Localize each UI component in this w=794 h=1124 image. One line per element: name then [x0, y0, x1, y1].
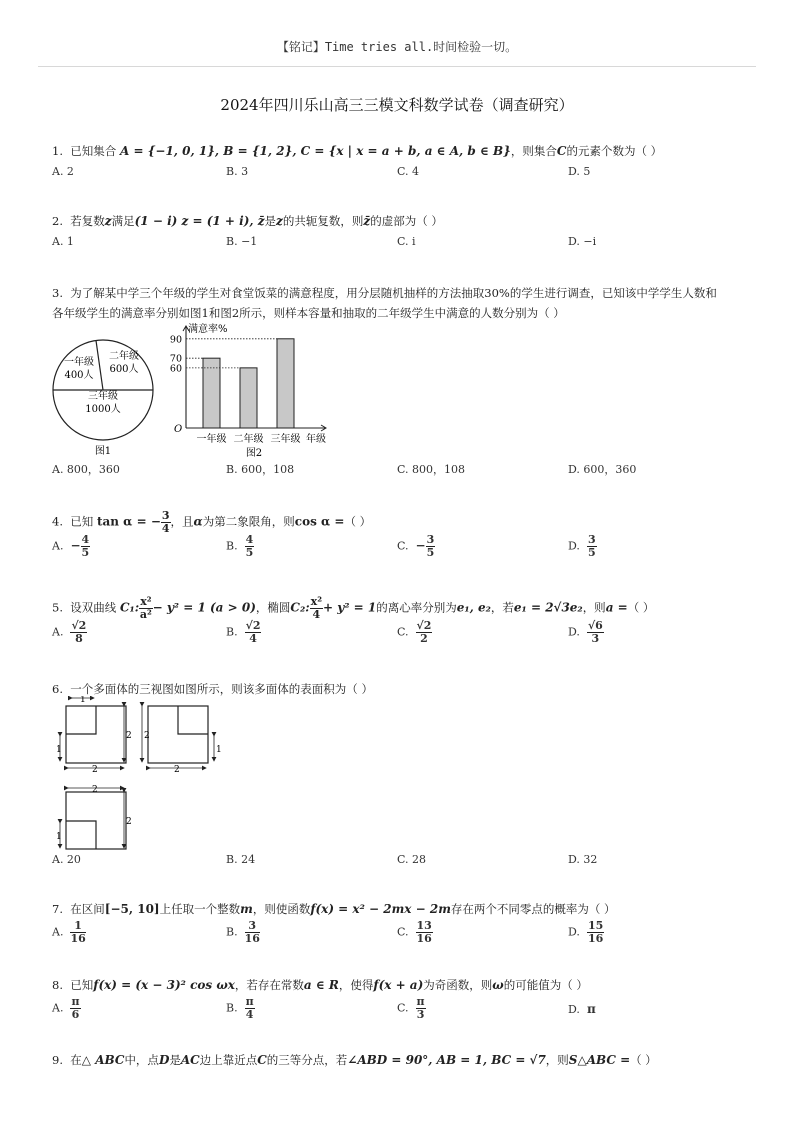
- question-math: m: [240, 902, 253, 916]
- figure-2-bar-chart: [168, 318, 338, 460]
- option-a: A. $\frac{\pi}{6}$: [52, 995, 80, 1021]
- question-4: [52, 510, 371, 535]
- option-b: B. 600，108: [226, 463, 295, 476]
- pie-divider: [96, 341, 103, 391]
- question-math: a ∈ R: [303, 978, 339, 992]
- option-b: B. $\frac{\pi}{4}$: [226, 995, 254, 1021]
- dim-label: 2: [144, 731, 150, 741]
- option-d: D. −i: [568, 235, 597, 248]
- question-math: AC: [180, 1053, 200, 1067]
- question-1: [52, 143, 662, 159]
- option-a: A. 20: [52, 853, 81, 866]
- option-c: C. $\frac{√2}{2}$: [397, 619, 432, 645]
- question-number: 2.: [52, 214, 63, 228]
- option-b: B. $\frac{3}{16}$: [226, 919, 260, 945]
- question-6: [52, 681, 373, 697]
- question-text: 为第二象限角，则: [202, 514, 295, 529]
- option-d: D. $\frac{3}{5}$: [568, 533, 596, 559]
- question-number: 1.: [52, 144, 63, 158]
- question-8: [52, 977, 588, 993]
- option-a: A. $\frac{1}{16}$: [52, 919, 86, 945]
- question-text: 的三等分点，若: [266, 1053, 348, 1067]
- dim-label: 2: [174, 765, 180, 775]
- three-view-drawing: [52, 696, 222, 852]
- question-text: 设双曲线: [70, 600, 117, 615]
- option-d: D. 32: [568, 853, 598, 866]
- question-math: z: [276, 214, 283, 228]
- figure-2-caption: 图2: [245, 448, 263, 459]
- bar: [240, 368, 257, 428]
- question-math: A = {−1, 0, 1}, B = {1, 2}, C = {x | x = a + b, a ∈ A, b ∈ B}: [119, 144, 511, 158]
- question-text: ，则: [582, 600, 606, 615]
- question-text: 为了解某中学三个年级的学生对食堂饭菜的满意程度，用分层随机抽样的方法抽取30%的学生进行调查，已知该中学学生人数和: [70, 286, 717, 300]
- bar: [277, 339, 294, 428]
- question-math: + y² = 1: [323, 600, 377, 615]
- question-text: 为奇函数，则: [423, 978, 493, 992]
- question-text: 是: [264, 214, 277, 228]
- question-7: [52, 901, 616, 917]
- top-view: [60, 788, 126, 849]
- option-c: C. 800，108: [397, 463, 466, 476]
- question-math: − y² = 1 (a > 0): [152, 600, 256, 615]
- question-text: 已知集合: [70, 144, 117, 158]
- question-number: 7.: [52, 902, 63, 916]
- question-math: C₁:: [119, 600, 140, 615]
- option-a: A. 1: [52, 235, 74, 248]
- dim-label: 1: [80, 696, 86, 705]
- option-b: B. 3: [226, 165, 249, 178]
- question-math: α: [193, 514, 203, 529]
- question-text: ，则: [545, 1053, 569, 1067]
- figure-1-pie: [52, 330, 162, 460]
- option-a: A. − $\frac{4}{5}$: [52, 533, 90, 559]
- question-text: ，且: [170, 514, 194, 529]
- question-math: C₂:: [290, 600, 310, 615]
- question-math: ω: [492, 978, 504, 992]
- dim-label: 1: [56, 745, 62, 755]
- option-c: C. $\frac{\pi}{3}$: [397, 995, 425, 1021]
- question-3-line2: 各年级学生的满意率分别如图1和图2所示，则样本容量和抽取的二年级学生中满意的人数分别为（ ）: [52, 306, 565, 320]
- dim-label: 1: [216, 745, 222, 755]
- page-title: 2024年四川乐山高三三模文科数学试卷（调查研究）: [220, 96, 574, 114]
- y-tick-label: 60: [169, 363, 182, 375]
- question-number: 4.: [52, 514, 63, 529]
- question-math: tan α = −: [96, 514, 161, 529]
- option-c: C. i: [397, 235, 416, 248]
- question-text: 的虚部为（ ）: [370, 214, 443, 228]
- y-axis-label: 满意率%: [188, 324, 228, 335]
- option-c: C. 4: [397, 165, 420, 178]
- option-d: D. $\frac{√6}{3}$: [568, 619, 603, 645]
- option-d: D. 5: [568, 165, 591, 178]
- option-d: D. 600，360: [568, 463, 637, 476]
- origin-label: O: [174, 424, 183, 435]
- question-text: 的元素个数为（ ）: [566, 144, 663, 158]
- question-text: 的离心率分别为: [376, 600, 457, 615]
- option-c: C. − $\frac{3}{5}$: [397, 533, 435, 559]
- question-number: 9.: [52, 1053, 63, 1067]
- option-b: B. $\frac{√2}{4}$: [226, 619, 261, 645]
- dim-label: 2: [92, 765, 98, 775]
- dim-label: 1: [56, 832, 62, 842]
- question-text: 上任取一个整数: [159, 902, 241, 916]
- dim-label: 2: [126, 817, 132, 827]
- question-math: ∠ABD = 90°, AB = 1, BC = √7: [347, 1053, 546, 1067]
- question-math: f(x) = (x − 3)² cos ωx: [93, 978, 235, 992]
- option-a: A. 800，360: [52, 463, 120, 476]
- question-text: ，椭圆: [255, 600, 291, 615]
- question-math: e₁, e₂: [456, 600, 491, 615]
- sector-count-2: 600人: [109, 364, 139, 375]
- option-b: B. $\frac{4}{5}$: [226, 533, 254, 559]
- header-motto: 【铭记】Time tries all.时间检验一切。: [276, 40, 518, 54]
- question-text: 中，点: [124, 1053, 159, 1067]
- question-math: cos α =: [294, 514, 345, 529]
- question-text: 已知: [70, 978, 94, 992]
- question-number: 6.: [52, 682, 63, 696]
- question-text: 一个多面体的三视图如图所示，则该多面体的表面积为（ ）: [70, 682, 373, 696]
- option-b: B. 24: [226, 853, 256, 866]
- question-text: （ ）: [630, 1053, 657, 1067]
- question-2: [52, 213, 443, 229]
- question-text: 的可能值为（ ）: [503, 978, 588, 992]
- option-a: A. $\frac{√2}{8}$: [52, 619, 87, 645]
- option-d: D. π: [568, 1002, 596, 1016]
- question-text: （ ）: [627, 600, 655, 615]
- question-math: f(x + a): [373, 978, 424, 992]
- option-b: B. −1: [226, 235, 258, 248]
- question-text: ，若存在常数: [234, 978, 304, 992]
- question-math: [−5, 10]: [104, 902, 160, 916]
- question-math: a =: [605, 600, 628, 615]
- sector-count-3: 1000人: [85, 404, 121, 415]
- sector-grade-2: 二年级: [109, 351, 139, 362]
- option-d: D. $\frac{15}{16}$: [568, 919, 604, 945]
- question-math: z̄: [363, 214, 371, 228]
- sector-count-1: 400人: [64, 370, 94, 381]
- dim-label: 2: [92, 785, 98, 795]
- question-text: ，则使函数: [252, 902, 311, 916]
- sector-grade-1: 一年级: [64, 357, 94, 368]
- question-math: C: [556, 144, 567, 158]
- question-math: e₁ = 2√3e₂: [513, 600, 583, 615]
- header-divider: [38, 66, 756, 67]
- question-math: △ ABC: [81, 1053, 125, 1067]
- option-a: A. 2: [52, 165, 74, 178]
- question-text: ，使得: [338, 978, 374, 992]
- x-tick-label: 三年级: [270, 434, 301, 445]
- question-number: 8.: [52, 978, 63, 992]
- question-text: 已知: [70, 514, 94, 529]
- question-text: ，若: [490, 600, 514, 615]
- question-text: 的共轭复数，则: [282, 214, 364, 228]
- question-text: ，则集合: [510, 144, 557, 158]
- question-math: C: [257, 1053, 267, 1067]
- question-text: 边上靠近点: [199, 1053, 258, 1067]
- x-tick-label: 二年级: [233, 434, 264, 445]
- question-number: 3.: [52, 286, 63, 300]
- question-9: [52, 1052, 657, 1068]
- question-text: 满足: [111, 214, 135, 228]
- question-text: 存在两个不同零点的概率为（ ）: [450, 902, 616, 916]
- question-math: D: [158, 1053, 170, 1067]
- sector-grade-3: 三年级: [88, 391, 118, 402]
- x-axis-label: 年级: [306, 434, 326, 445]
- option-c: C. $\frac{13}{16}$: [397, 919, 432, 945]
- front-view: [60, 698, 126, 768]
- option-c: C. 28: [397, 853, 427, 866]
- side-view: [142, 706, 214, 768]
- bar: [203, 358, 220, 428]
- dim-label: 2: [126, 731, 132, 741]
- y-tick-label: 70: [169, 353, 182, 365]
- question-math: z: [104, 214, 112, 228]
- question-math: (1 − i) z = (1 + i), z̄: [134, 214, 265, 228]
- y-tick-label: 90: [169, 334, 182, 346]
- question-text: 在区间: [70, 902, 105, 916]
- question-text: 若复数: [70, 214, 105, 228]
- question-math: S△ABC =: [568, 1053, 631, 1067]
- fraction: $\frac{3}{4}$: [161, 509, 170, 535]
- x-tick-label: 一年级: [196, 434, 227, 445]
- question-text: 是: [169, 1053, 181, 1067]
- question-number: 5.: [52, 600, 63, 615]
- question-text: 在: [70, 1053, 82, 1067]
- figure-1-caption: 图1: [94, 446, 112, 457]
- question-3: [52, 285, 717, 301]
- question-math: f(x) = x² − 2mx − 2m: [310, 902, 451, 916]
- question-text: （ ）: [344, 514, 372, 529]
- question-5: 5. 设双曲线 C₁: $\frac{\text{x²}}{\text{a²}}$ − y² = 1 (a > 0)，椭圆C₂: $\frac{\text{x²}}{4}$ + y² = 1的离心率分别为e₁, e₂，若e₁ = 2√3e₂，则a =（ ）: [52, 595, 655, 621]
